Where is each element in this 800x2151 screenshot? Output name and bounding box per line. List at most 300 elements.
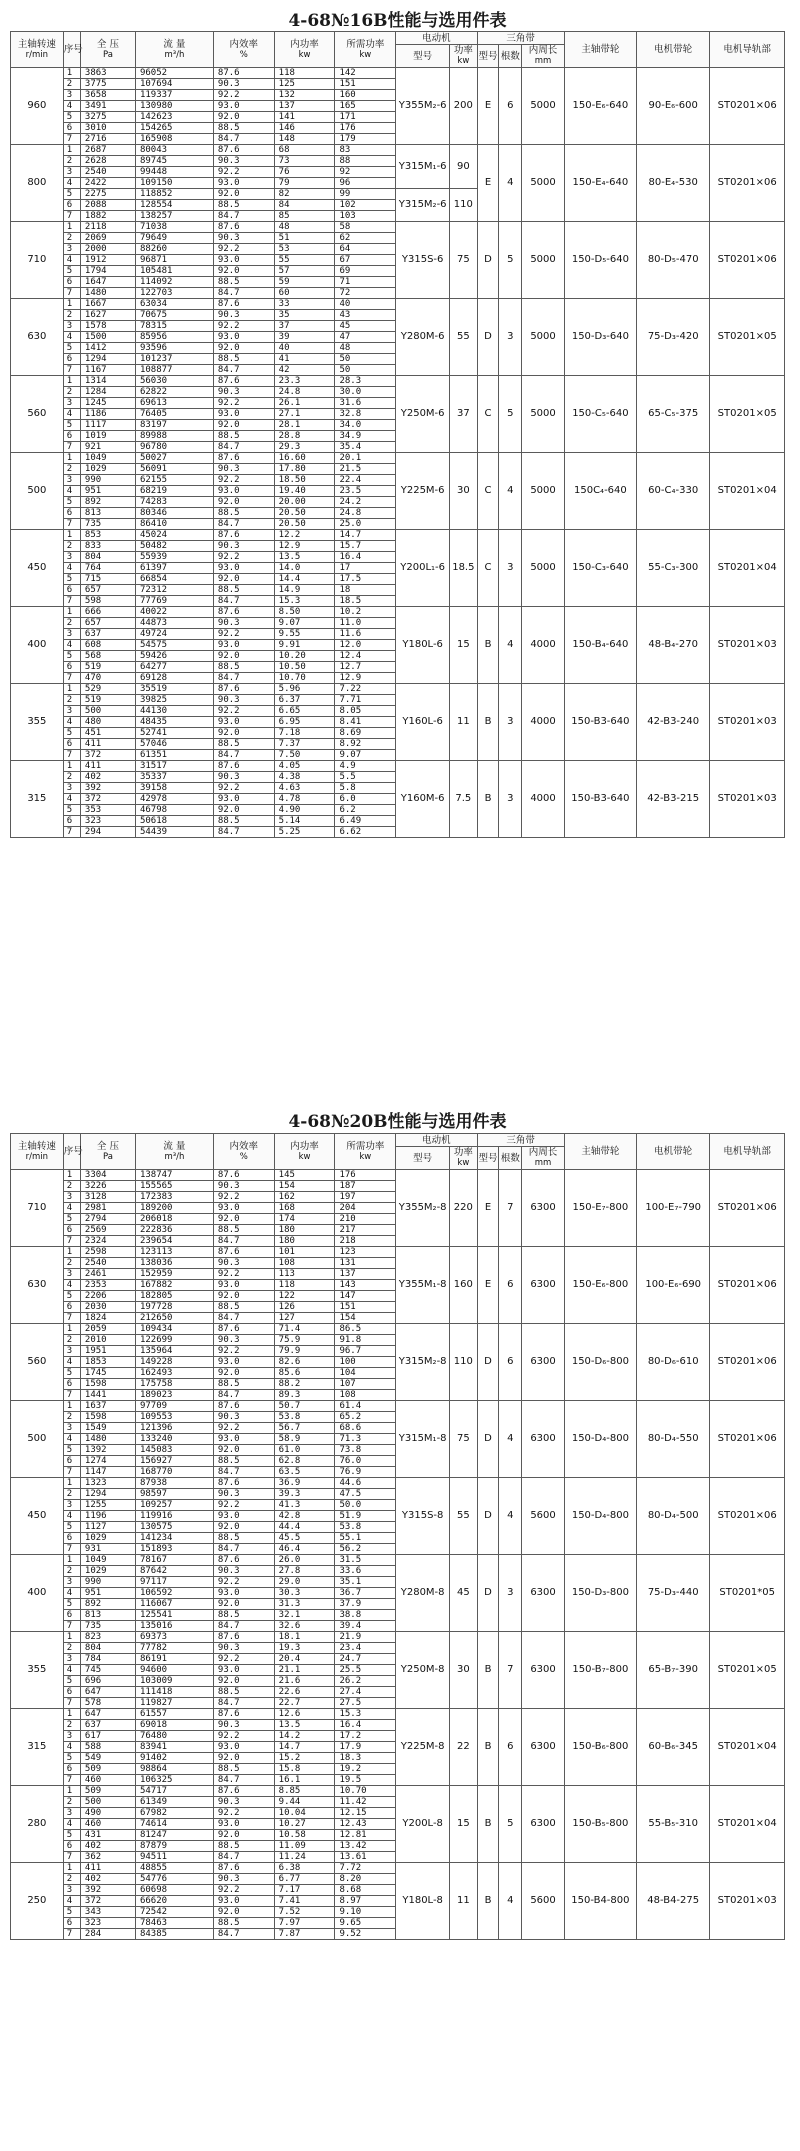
- efficiency-cell: 93.0: [213, 794, 274, 805]
- seq-cell: 7: [63, 211, 80, 222]
- internal-power-cell: 84: [274, 200, 335, 211]
- motor-pulley-cell: 48-B₄-270: [637, 607, 710, 684]
- flow-cell: 61557: [135, 1709, 213, 1720]
- seq-cell: 4: [63, 794, 80, 805]
- spec-table: [10, 31, 785, 838]
- required-power-cell: 151: [335, 79, 396, 90]
- speed-cell: 450: [11, 1478, 64, 1555]
- pressure-cell: 509: [80, 1764, 135, 1775]
- internal-power-cell: 59: [274, 277, 335, 288]
- internal-power-cell: 146: [274, 123, 335, 134]
- efficiency-cell: 93.0: [213, 255, 274, 266]
- pressure-cell: 1196: [80, 1511, 135, 1522]
- efficiency-cell: 93.0: [213, 1665, 274, 1676]
- motor-power-cell: 200: [450, 68, 478, 145]
- internal-power-cell: 30.3: [274, 1588, 335, 1599]
- pressure-cell: 402: [80, 772, 135, 783]
- header-pressure: [80, 1134, 135, 1170]
- efficiency-cell: 88.5: [213, 1225, 274, 1236]
- belt-count-cell: 3: [499, 1555, 522, 1632]
- pressure-cell: 784: [80, 1654, 135, 1665]
- internal-power-cell: 10.58: [274, 1830, 335, 1841]
- internal-power-cell: 12.6: [274, 1709, 335, 1720]
- efficiency-cell: 87.6: [213, 1632, 274, 1643]
- seq-cell: 7: [63, 827, 80, 838]
- header-required-power-unit: kw: [359, 49, 372, 60]
- internal-power-cell: 15.8: [274, 1764, 335, 1775]
- pressure-cell: 372: [80, 794, 135, 805]
- internal-power-cell: 14.9: [274, 585, 335, 596]
- motor-power-cell: 90: [450, 145, 478, 189]
- belt-length-cell: 5000: [522, 453, 564, 530]
- seq-cell: 7: [63, 1621, 80, 1632]
- seq-cell: 7: [63, 288, 80, 299]
- seq-cell: 4: [63, 101, 80, 112]
- required-power-cell: 154: [335, 1313, 396, 1324]
- required-power-cell: 20.1: [335, 453, 396, 464]
- header-belt-length-unit: mm: [534, 1158, 552, 1168]
- seq-cell: 7: [63, 1698, 80, 1709]
- pressure-cell: 951: [80, 486, 135, 497]
- required-power-cell: 50: [335, 365, 396, 376]
- required-power-cell: 7.71: [335, 695, 396, 706]
- flow-cell: 89988: [135, 431, 213, 442]
- header-required-power: [335, 1134, 396, 1170]
- seq-cell: 2: [63, 310, 80, 321]
- flow-cell: 70675: [135, 310, 213, 321]
- motor-model-cell: Y315M₂-6: [396, 189, 450, 222]
- seq-cell: 2: [63, 233, 80, 244]
- required-power-cell: 151: [335, 1302, 396, 1313]
- internal-power-cell: 174: [274, 1214, 335, 1225]
- seq-cell: 6: [63, 1841, 80, 1852]
- belt-count-cell: 3: [499, 299, 522, 376]
- pressure-cell: 392: [80, 1885, 135, 1896]
- seq-cell: 3: [63, 552, 80, 563]
- efficiency-cell: 92.2: [213, 1423, 274, 1434]
- motor-pulley-cell: 60-C₄-330: [637, 453, 710, 530]
- pressure-cell: 1598: [80, 1412, 135, 1423]
- efficiency-cell: 84.7: [213, 288, 274, 299]
- required-power-cell: 37.9: [335, 1599, 396, 1610]
- spindle-pulley-cell: 150-C₃-640: [564, 530, 636, 607]
- motor-rail-cell: ST0201×04: [710, 530, 785, 607]
- seq-cell: 7: [63, 1852, 80, 1863]
- flow-cell: 109553: [135, 1412, 213, 1423]
- seq-cell: 2: [63, 1874, 80, 1885]
- pressure-cell: 519: [80, 662, 135, 673]
- internal-power-cell: 14.0: [274, 563, 335, 574]
- speed-cell: 960: [11, 68, 64, 145]
- required-power-cell: 24.8: [335, 508, 396, 519]
- internal-power-cell: 15.3: [274, 596, 335, 607]
- internal-power-cell: 6.37: [274, 695, 335, 706]
- header-belt-model: [477, 45, 499, 68]
- belt-model-cell: B: [477, 684, 499, 761]
- seq-cell: 3: [63, 244, 80, 255]
- seq-cell: 4: [63, 1588, 80, 1599]
- internal-power-cell: 79.9: [274, 1346, 335, 1357]
- seq-cell: 6: [63, 1379, 80, 1390]
- efficiency-cell: 90.3: [213, 1643, 274, 1654]
- pressure-cell: 1480: [80, 288, 135, 299]
- seq-cell: 4: [63, 563, 80, 574]
- efficiency-cell: 92.2: [213, 1808, 274, 1819]
- efficiency-cell: 88.5: [213, 200, 274, 211]
- header-pressure-label: 全 压: [96, 38, 119, 50]
- required-power-cell: 104: [335, 1368, 396, 1379]
- efficiency-cell: 92.0: [213, 1907, 274, 1918]
- seq-cell: 5: [63, 343, 80, 354]
- flow-cell: 167882: [135, 1280, 213, 1291]
- belt-count-cell: 5: [499, 1786, 522, 1863]
- belt-length-cell: 5000: [522, 299, 564, 376]
- efficiency-cell: 88.5: [213, 1841, 274, 1852]
- internal-power-cell: 57: [274, 266, 335, 277]
- internal-power-cell: 9.07: [274, 618, 335, 629]
- seq-cell: 2: [63, 1181, 80, 1192]
- flow-cell: 138036: [135, 1258, 213, 1269]
- flow-cell: 101237: [135, 354, 213, 365]
- pressure-cell: 1147: [80, 1467, 135, 1478]
- speed-cell: 710: [11, 222, 64, 299]
- efficiency-cell: 87.6: [213, 145, 274, 156]
- efficiency-cell: 84.7: [213, 442, 274, 453]
- pressure-cell: 657: [80, 618, 135, 629]
- required-power-cell: 35.1: [335, 1577, 396, 1588]
- header-spindle-pulley-label: 主轴带轮: [581, 44, 620, 55]
- efficiency-cell: 93.0: [213, 409, 274, 420]
- table-row: [11, 1632, 785, 1643]
- internal-power-cell: 7.50: [274, 750, 335, 761]
- header-motor-power: [450, 45, 478, 68]
- speed-cell: 630: [11, 1247, 64, 1324]
- spindle-pulley-cell: 150-D₆-800: [564, 1324, 636, 1401]
- seq-cell: 2: [63, 1720, 80, 1731]
- speed-cell: 560: [11, 1324, 64, 1401]
- motor-rail-cell: ST0201×05: [710, 1632, 785, 1709]
- required-power-cell: 21.5: [335, 464, 396, 475]
- pressure-cell: 460: [80, 1775, 135, 1786]
- pressure-cell: 2628: [80, 156, 135, 167]
- seq-cell: 1: [63, 530, 80, 541]
- flow-cell: 44130: [135, 706, 213, 717]
- required-power-cell: 38.8: [335, 1610, 396, 1621]
- table-row: [11, 1786, 785, 1797]
- required-power-cell: 91.8: [335, 1335, 396, 1346]
- table-row: [11, 145, 785, 156]
- pressure-cell: 892: [80, 497, 135, 508]
- internal-power-cell: 137: [274, 101, 335, 112]
- motor-power-cell: 15: [450, 1786, 478, 1863]
- pressure-cell: 1323: [80, 1478, 135, 1489]
- flow-cell: 197728: [135, 1302, 213, 1313]
- required-power-cell: 17: [335, 563, 396, 574]
- internal-power-cell: 37: [274, 321, 335, 332]
- flow-cell: 60698: [135, 1885, 213, 1896]
- motor-power-cell: 55: [450, 1478, 478, 1555]
- flow-cell: 97117: [135, 1577, 213, 1588]
- pressure-cell: 813: [80, 508, 135, 519]
- seq-cell: 5: [63, 1676, 80, 1687]
- flow-cell: 88260: [135, 244, 213, 255]
- speed-cell: 315: [11, 1709, 64, 1786]
- seq-cell: 7: [63, 1236, 80, 1247]
- speed-cell: 250: [11, 1863, 64, 1940]
- header-efficiency-label: 内效率: [229, 38, 259, 50]
- efficiency-cell: 84.7: [213, 365, 274, 376]
- flow-cell: 118852: [135, 189, 213, 200]
- seq-cell: 7: [63, 1390, 80, 1401]
- flow-cell: 76405: [135, 409, 213, 420]
- flow-cell: 40022: [135, 607, 213, 618]
- seq-cell: 5: [63, 1214, 80, 1225]
- required-power-cell: 71.3: [335, 1434, 396, 1445]
- efficiency-cell: 87.6: [213, 761, 274, 772]
- header-motor-power-label: 功率: [453, 45, 473, 56]
- spindle-pulley-cell: 150-B₆-800: [564, 1709, 636, 1786]
- belt-count-cell: 4: [499, 1863, 522, 1940]
- seq-cell: 3: [63, 1808, 80, 1819]
- internal-power-cell: 180: [274, 1225, 335, 1236]
- internal-power-cell: 19.3: [274, 1643, 335, 1654]
- required-power-cell: 36.7: [335, 1588, 396, 1599]
- efficiency-cell: 92.2: [213, 552, 274, 563]
- motor-model-cell: Y315M₁-6: [396, 145, 450, 189]
- header-belt-count: [499, 1147, 522, 1170]
- efficiency-cell: 90.3: [213, 541, 274, 552]
- required-power-cell: 48: [335, 343, 396, 354]
- efficiency-cell: 93.0: [213, 563, 274, 574]
- flow-cell: 85956: [135, 332, 213, 343]
- efficiency-cell: 90.3: [213, 1874, 274, 1885]
- seq-cell: 2: [63, 772, 80, 783]
- spindle-pulley-cell: 150-D₅-640: [564, 222, 636, 299]
- efficiency-cell: 93.0: [213, 717, 274, 728]
- speed-cell: 400: [11, 1555, 64, 1632]
- internal-power-cell: 75.9: [274, 1335, 335, 1346]
- internal-power-cell: 10.27: [274, 1819, 335, 1830]
- pressure-cell: 735: [80, 1621, 135, 1632]
- pressure-cell: 578: [80, 1698, 135, 1709]
- efficiency-cell: 88.5: [213, 662, 274, 673]
- efficiency-cell: 88.5: [213, 431, 274, 442]
- motor-pulley-cell: 90-E₆-600: [637, 68, 710, 145]
- belt-count-cell: 6: [499, 1247, 522, 1324]
- motor-rail-cell: ST0201×06: [710, 222, 785, 299]
- spindle-pulley-cell: 150-B3-640: [564, 684, 636, 761]
- seq-cell: 1: [63, 222, 80, 233]
- internal-power-cell: 31.3: [274, 1599, 335, 1610]
- required-power-cell: 8.41: [335, 717, 396, 728]
- efficiency-cell: 88.5: [213, 1764, 274, 1775]
- efficiency-cell: 87.6: [213, 607, 274, 618]
- pressure-cell: 990: [80, 1577, 135, 1588]
- flow-cell: 133240: [135, 1434, 213, 1445]
- efficiency-cell: 92.2: [213, 783, 274, 794]
- required-power-cell: 34.9: [335, 431, 396, 442]
- internal-power-cell: 27.8: [274, 1566, 335, 1577]
- flow-cell: 83197: [135, 420, 213, 431]
- internal-power-cell: 58.9: [274, 1434, 335, 1445]
- speed-cell: 710: [11, 1170, 64, 1247]
- seq-cell: 5: [63, 189, 80, 200]
- internal-power-cell: 41.3: [274, 1500, 335, 1511]
- seq-cell: 7: [63, 750, 80, 761]
- efficiency-cell: 84.7: [213, 1852, 274, 1863]
- efficiency-cell: 87.6: [213, 684, 274, 695]
- flow-cell: 67982: [135, 1808, 213, 1819]
- required-power-cell: 165: [335, 101, 396, 112]
- efficiency-cell: 88.5: [213, 1610, 274, 1621]
- header-motor-pulley: [637, 32, 710, 68]
- pressure-cell: 1294: [80, 354, 135, 365]
- internal-power-cell: 63.5: [274, 1467, 335, 1478]
- flow-cell: 141234: [135, 1533, 213, 1544]
- flow-cell: 122703: [135, 288, 213, 299]
- required-power-cell: 69: [335, 266, 396, 277]
- required-power-cell: 47: [335, 332, 396, 343]
- header-motor-pulley: [637, 1134, 710, 1170]
- seq-cell: 3: [63, 1577, 80, 1588]
- required-power-cell: 187: [335, 1181, 396, 1192]
- motor-model-cell: Y160L-6: [396, 684, 450, 761]
- required-power-cell: 27.5: [335, 1698, 396, 1709]
- required-power-cell: 33.6: [335, 1566, 396, 1577]
- efficiency-cell: 88.5: [213, 1687, 274, 1698]
- efficiency-cell: 84.7: [213, 1621, 274, 1632]
- efficiency-cell: 93.0: [213, 1280, 274, 1291]
- required-power-cell: 176: [335, 1170, 396, 1181]
- flow-cell: 69018: [135, 1720, 213, 1731]
- internal-power-cell: 125: [274, 79, 335, 90]
- pressure-cell: 2118: [80, 222, 135, 233]
- header-flow-label: 流 量: [163, 38, 186, 50]
- efficiency-cell: 87.6: [213, 530, 274, 541]
- motor-model-cell: Y180L-8: [396, 1863, 450, 1940]
- flow-cell: 119337: [135, 90, 213, 101]
- belt-length-cell: 4000: [522, 761, 564, 838]
- pressure-cell: 411: [80, 761, 135, 772]
- header-pressure: [80, 32, 135, 68]
- efficiency-cell: 88.5: [213, 816, 274, 827]
- required-power-cell: 6.62: [335, 827, 396, 838]
- seq-cell: 2: [63, 79, 80, 90]
- header-motor-group: [396, 32, 477, 45]
- pressure-cell: 764: [80, 563, 135, 574]
- header-motor-pulley-label: 电机带轮: [654, 1146, 693, 1157]
- internal-power-cell: 28.8: [274, 431, 335, 442]
- flow-cell: 103009: [135, 1676, 213, 1687]
- flow-cell: 125541: [135, 1610, 213, 1621]
- flow-cell: 80043: [135, 145, 213, 156]
- spindle-pulley-cell: 150C₄-640: [564, 453, 636, 530]
- internal-power-cell: 27.1: [274, 409, 335, 420]
- required-power-cell: 64: [335, 244, 396, 255]
- pressure-cell: 411: [80, 1863, 135, 1874]
- seq-cell: 2: [63, 695, 80, 706]
- internal-power-cell: 29.3: [274, 442, 335, 453]
- required-power-cell: 51.9: [335, 1511, 396, 1522]
- efficiency-cell: 88.5: [213, 1456, 274, 1467]
- belt-length-cell: 5000: [522, 222, 564, 299]
- efficiency-cell: 92.2: [213, 1346, 274, 1357]
- motor-pulley-cell: 100-E₇-790: [637, 1170, 710, 1247]
- table-row: [11, 376, 785, 387]
- internal-power-cell: 35: [274, 310, 335, 321]
- seq-cell: 4: [63, 1511, 80, 1522]
- pressure-cell: 1637: [80, 1401, 135, 1412]
- motor-pulley-cell: 65-B₇-390: [637, 1632, 710, 1709]
- pressure-cell: 1049: [80, 1555, 135, 1566]
- required-power-cell: 11.42: [335, 1797, 396, 1808]
- required-power-cell: 179: [335, 134, 396, 145]
- seq-cell: 2: [63, 1643, 80, 1654]
- flow-cell: 96052: [135, 68, 213, 79]
- seq-cell: 5: [63, 1445, 80, 1456]
- seq-cell: 2: [63, 1489, 80, 1500]
- efficiency-cell: 84.7: [213, 1467, 274, 1478]
- motor-rail-cell: ST0201×06: [710, 145, 785, 222]
- required-power-cell: 30.0: [335, 387, 396, 398]
- flow-cell: 138257: [135, 211, 213, 222]
- efficiency-cell: 88.5: [213, 585, 274, 596]
- flow-cell: 94600: [135, 1665, 213, 1676]
- efficiency-cell: 92.2: [213, 321, 274, 332]
- motor-pulley-cell: 80-D₄-500: [637, 1478, 710, 1555]
- efficiency-cell: 92.0: [213, 1676, 274, 1687]
- pressure-cell: 3304: [80, 1170, 135, 1181]
- pressure-cell: 1392: [80, 1445, 135, 1456]
- pressure-cell: 372: [80, 750, 135, 761]
- required-power-cell: 92: [335, 167, 396, 178]
- pressure-cell: 1049: [80, 453, 135, 464]
- spindle-pulley-cell: 150-E₆-800: [564, 1247, 636, 1324]
- motor-power-cell: 15: [450, 607, 478, 684]
- flow-cell: 98864: [135, 1764, 213, 1775]
- internal-power-cell: 4.90: [274, 805, 335, 816]
- internal-power-cell: 9.55: [274, 629, 335, 640]
- speed-cell: 400: [11, 607, 64, 684]
- efficiency-cell: 84.7: [213, 1313, 274, 1324]
- flow-cell: 168770: [135, 1467, 213, 1478]
- motor-rail-cell: ST0201×06: [710, 1478, 785, 1555]
- efficiency-cell: 87.6: [213, 222, 274, 233]
- belt-length-cell: 5600: [522, 1478, 564, 1555]
- flow-cell: 105481: [135, 266, 213, 277]
- required-power-cell: 15.3: [335, 1709, 396, 1720]
- required-power-cell: 76.0: [335, 1456, 396, 1467]
- pressure-cell: 735: [80, 519, 135, 530]
- required-power-cell: 18: [335, 585, 396, 596]
- seq-cell: 3: [63, 1192, 80, 1203]
- pressure-cell: 2598: [80, 1247, 135, 1258]
- seq-cell: 5: [63, 728, 80, 739]
- header-motor-power-unit: kw: [457, 1158, 470, 1168]
- table-row: [11, 1478, 785, 1489]
- pressure-cell: 2010: [80, 1335, 135, 1346]
- belt-length-cell: 4000: [522, 684, 564, 761]
- motor-pulley-cell: 60-B₆-345: [637, 1709, 710, 1786]
- required-power-cell: 107: [335, 1379, 396, 1390]
- belt-model-cell: B: [477, 1632, 499, 1709]
- internal-power-cell: 10.70: [274, 673, 335, 684]
- internal-power-cell: 6.65: [274, 706, 335, 717]
- pressure-cell: 294: [80, 827, 135, 838]
- belt-length-cell: 6300: [522, 1632, 564, 1709]
- motor-power-cell: 110: [450, 1324, 478, 1401]
- flow-cell: 50027: [135, 453, 213, 464]
